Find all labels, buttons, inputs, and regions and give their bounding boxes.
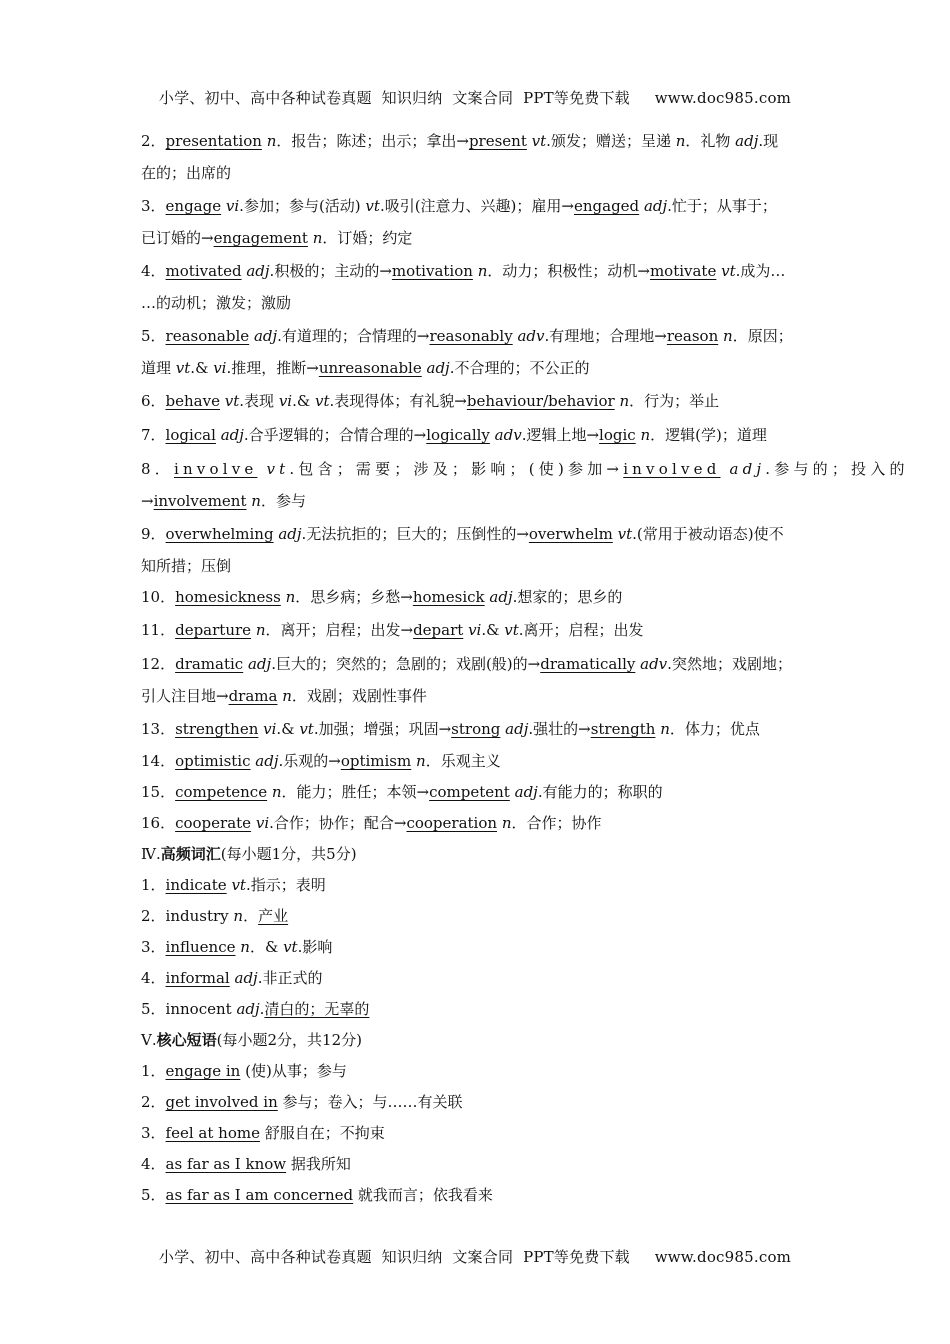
text-span: → [141, 492, 154, 510]
text-span: (每小题1分，共5分) [220, 845, 357, 863]
text-line [141, 384, 813, 418]
text-span: 知所措；压倒 [141, 557, 232, 575]
text-line [141, 870, 813, 901]
text-span: adj [505, 720, 529, 738]
text-span: .现 [758, 132, 779, 150]
text-span: .不合理的；不公正的 [449, 359, 590, 377]
answer-term: cooperation [406, 814, 498, 832]
answer-term: informal [165, 969, 230, 987]
text-line [141, 1118, 813, 1149]
text-span: .合作；协作；配合→ [269, 814, 407, 832]
page-footer: 小学、初中、高中各种试卷真题 知识归纳 文案合同 PPT等免费下载 www.doc985.com [158, 1248, 792, 1266]
text-span: vi [278, 392, 293, 410]
text-span: 3． [141, 197, 166, 215]
answer-term: overwhelm [528, 525, 613, 543]
answer-term: engage [165, 197, 222, 215]
text-span: ．报告；陈述；出示；拿出→ [276, 132, 469, 150]
text-line [141, 551, 813, 582]
answer-term: competence [175, 783, 268, 801]
text-span: .乐观的→ [278, 752, 341, 770]
answer-term: presentation [165, 132, 262, 150]
text-span: adj [278, 525, 302, 543]
answer-term: feel at home [165, 1124, 260, 1142]
text-span: vt [283, 938, 298, 956]
text-span: adj [426, 359, 450, 377]
answer-term: unreasonable [318, 359, 422, 377]
text-span: .突然地；戏剧地； [667, 655, 792, 673]
text-span: ．礼物 [685, 132, 736, 150]
answer-term: homesick [412, 588, 485, 606]
answer-term: optimism [340, 752, 412, 770]
text-span: .有能力的；称职的 [537, 783, 663, 801]
text-span: .& [481, 621, 505, 639]
text-span: 1． [141, 876, 166, 894]
text-span: ．& [249, 938, 284, 956]
answer-term: competent [429, 783, 510, 801]
text-span: vi [263, 720, 277, 738]
text-span: 16． [141, 814, 176, 832]
text-span: .(常用于被动语态)使不 [632, 525, 784, 543]
answer-term: involvement [153, 492, 247, 510]
answer-term: logical [165, 426, 216, 444]
text-span: 11． [141, 621, 176, 639]
text-span: .强壮的→ [528, 720, 591, 738]
text-span: n [312, 229, 323, 247]
section-heading: 核心短语 [156, 1031, 217, 1049]
answer-term: logic [599, 426, 636, 444]
text-span: 4． [141, 969, 166, 987]
text-line [141, 746, 813, 777]
text-span: .加强；增强；巩固→ [313, 720, 452, 738]
text-span: .无法抗拒的；巨大的；压倒性的→ [301, 525, 529, 543]
text-line [141, 647, 813, 681]
text-line [141, 712, 813, 746]
answer-term: involved [623, 460, 721, 478]
text-span: adj [514, 783, 538, 801]
text-span: 就我而言；依我看来 [353, 1186, 493, 1204]
answer-term: motivate [649, 262, 717, 280]
text-span: .& [190, 359, 214, 377]
text-line [141, 808, 813, 839]
text-span: .指示；表明 [245, 876, 326, 894]
text-span: .推理，推断→ [226, 359, 319, 377]
answer-term: 产业 [258, 907, 289, 925]
text-span: 据我所知 [286, 1155, 351, 1173]
text-span: 舒服自在；不拘束 [259, 1124, 385, 1142]
text-span: .离开；启程；出发 [518, 621, 644, 639]
answer-term: strong [451, 720, 501, 738]
text-span: ．逻辑(学)；道理 [650, 426, 767, 444]
text-span: adv [494, 426, 522, 444]
text-line [141, 452, 909, 486]
text-line [141, 901, 813, 932]
answer-term: behave [165, 392, 220, 410]
answer-term: strength [590, 720, 656, 738]
text-span: 5．innocent [141, 1000, 237, 1018]
text-span: ．乐观主义 [425, 752, 501, 770]
text-span: .参加；参与(活动) [239, 197, 366, 215]
answer-term: dramatically [540, 655, 636, 673]
text-span: vt [365, 197, 380, 215]
text-span: adj [643, 197, 668, 215]
text-span: .颁发；赠送；呈递 [546, 132, 676, 150]
text-span: adj [489, 588, 513, 606]
text-span: n [619, 392, 630, 410]
answer-term: engage in [165, 1062, 241, 1080]
text-span: adj [236, 1000, 260, 1018]
answer-term: reasonably [429, 327, 513, 345]
text-span: adj [234, 969, 258, 987]
text-span: n [285, 588, 296, 606]
text-line [141, 353, 813, 384]
text-line [141, 1025, 813, 1056]
text-span: n [233, 907, 244, 925]
text-span: .有道理的；合情理的→ [277, 327, 430, 345]
answer-term: indicate [165, 876, 227, 894]
section-heading: 高频词汇 [160, 845, 221, 863]
text-line [141, 1149, 813, 1180]
answer-term: departure [175, 621, 252, 639]
text-line [141, 994, 813, 1025]
text-span: n [255, 621, 266, 639]
answer-term: reason [666, 327, 719, 345]
text-span: 7． [141, 426, 166, 444]
text-line [141, 223, 813, 254]
text-span: (使)从事；参与 [240, 1062, 347, 1080]
text-span: 引人注目地→ [141, 687, 229, 705]
text-span: 9． [141, 525, 166, 543]
text-span: 2． [141, 1093, 166, 1111]
answer-term: overwhelming [165, 525, 274, 543]
page-header: 小学、初中、高中各种试卷真题 知识归纳 文案合同 PPT等免费下载 www.doc985.com [158, 89, 792, 107]
text-span: n [501, 814, 512, 832]
text-span: vt [504, 621, 519, 639]
answer-term: drama [228, 687, 278, 705]
text-span: (每小题2分，共12分) [216, 1031, 362, 1049]
text-span: .巨大的；突然的；急剧的；戏剧(般)的→ [271, 655, 541, 673]
text-span: vt [175, 359, 191, 377]
text-span: 6． [141, 392, 166, 410]
text-span: .成为… [735, 262, 786, 280]
text-span: adj [729, 460, 766, 478]
text-span: 5． [141, 327, 166, 345]
text-span: adj [253, 327, 278, 345]
text-span: 已订婚的→ [141, 229, 214, 247]
text-span: n [723, 327, 733, 345]
answer-term: as far as I know [165, 1155, 287, 1173]
answer-term: dramatic [175, 655, 244, 673]
text-line [141, 418, 813, 452]
text-span: ．体力；优点 [669, 720, 760, 738]
text-span: adv [517, 327, 545, 345]
answer-term: influence [165, 938, 236, 956]
text-span: adj [247, 655, 272, 673]
text-line [141, 486, 813, 517]
text-span: 1． [141, 1062, 166, 1080]
text-span: 参与；卷入；与……有关联 [277, 1093, 463, 1111]
answer-term: as far as I am concerned [165, 1186, 354, 1204]
text-span: .忙于；从事于； [667, 197, 777, 215]
text-span: n [240, 938, 250, 956]
answer-term: engagement [213, 229, 308, 247]
text-span: .影响 [297, 938, 333, 956]
answer-term: reasonable [165, 327, 250, 345]
text-span: vt [299, 720, 314, 738]
text-span: n [640, 426, 651, 444]
text-span: vi [225, 197, 240, 215]
text-span: ．订婚；约定 [322, 229, 413, 247]
text-span: .表现 [239, 392, 279, 410]
text-span: adj [735, 132, 759, 150]
text-span: .参与的；投入的 [765, 460, 909, 478]
text-line [141, 932, 813, 963]
text-span: adj [255, 752, 279, 770]
text-span: adj [220, 426, 244, 444]
text-span: adj [246, 262, 270, 280]
answer-term: engaged [573, 197, 640, 215]
text-span: vi [468, 621, 482, 639]
text-span: vi [255, 814, 270, 832]
text-span: 4． [141, 262, 166, 280]
text-span: Ⅳ. [141, 845, 161, 863]
text-span: n [282, 687, 292, 705]
text-span: ．能力；胜任；本领→ [281, 783, 430, 801]
text-span: ．思乡病；乡愁→ [295, 588, 413, 606]
text-span: ．参与 [260, 492, 306, 510]
text-span: adv [640, 655, 668, 673]
text-span: .逻辑上地→ [521, 426, 600, 444]
text-span: ． [243, 907, 259, 925]
text-span: n [477, 262, 488, 280]
text-span: 2． [141, 132, 166, 150]
text-span: 10． [141, 588, 176, 606]
text-span: .非正式的 [257, 969, 323, 987]
text-span: 14． [141, 752, 176, 770]
text-span: vt [315, 392, 330, 410]
text-span: .包含；需要；涉及；影响；(使)参加→ [289, 460, 624, 478]
text-span: vi [213, 359, 227, 377]
answer-term: strengthen [175, 720, 259, 738]
text-span: n [675, 132, 686, 150]
text-span: 道理 [141, 359, 176, 377]
text-span: vt [617, 525, 633, 543]
answer-term: homesickness [175, 588, 281, 606]
text-span: …的动机；激发；激励 [141, 294, 292, 312]
answer-term: present [468, 132, 527, 150]
text-span: vt [224, 392, 240, 410]
text-span: 3． [141, 938, 166, 956]
text-span: .& [292, 392, 315, 410]
text-line [141, 582, 813, 613]
text-line [141, 839, 813, 870]
text-line [141, 777, 813, 808]
text-line [141, 1087, 813, 1118]
answer-term: 清白的；无辜的 [264, 1000, 370, 1018]
text-line [141, 1180, 813, 1211]
text-span: .合乎逻辑的；合情合理的→ [243, 426, 427, 444]
answer-term: cooperate [175, 814, 252, 832]
text-line [141, 963, 813, 994]
text-span: n [416, 752, 426, 770]
text-span: ．行为；举止 [629, 392, 720, 410]
text-span: 12． [141, 655, 176, 673]
text-line [141, 319, 813, 353]
text-span: .有理地；合理地→ [544, 327, 667, 345]
text-span: n [266, 132, 277, 150]
text-span: ．动力；积极性；动机→ [487, 262, 650, 280]
text-span: Ⅴ. [141, 1031, 157, 1049]
text-span: 在的；出席的 [141, 164, 232, 182]
text-span: .积极的；主动的→ [269, 262, 392, 280]
answer-term: involve [173, 460, 258, 478]
answer-term: behaviour/behavior [466, 392, 615, 410]
text-span: vt [266, 460, 290, 478]
answer-term: depart [413, 621, 464, 639]
text-line [141, 681, 813, 712]
text-span: .表现得体；有礼貌→ [329, 392, 467, 410]
text-span: 15． [141, 783, 176, 801]
text-span: .想家的；思乡的 [512, 588, 623, 606]
text-span: 4． [141, 1155, 166, 1173]
text-line [141, 1056, 813, 1087]
vocabulary-list [141, 124, 909, 1211]
answer-term: optimistic [175, 752, 251, 770]
text-span: vt [721, 262, 736, 280]
text-span: 8． [141, 460, 174, 478]
text-span: .& [276, 720, 300, 738]
text-span: ．合作；协作 [511, 814, 602, 832]
text-line [141, 254, 813, 288]
text-span: 5． [141, 1186, 166, 1204]
answer-term: get involved in [165, 1093, 278, 1111]
text-span: 2．industry [141, 907, 234, 925]
text-span: 13． [141, 720, 176, 738]
answer-term: motivation [391, 262, 473, 280]
text-span: n [251, 492, 261, 510]
answer-term: logically [426, 426, 490, 444]
text-span: n [271, 783, 282, 801]
text-line [141, 517, 813, 551]
text-line [141, 613, 813, 647]
answer-term: motivated [165, 262, 242, 280]
text-span: n [660, 720, 670, 738]
text-line [141, 189, 813, 223]
text-span: vt [231, 876, 246, 894]
text-span: . [259, 1000, 265, 1018]
text-span: ．原因； [732, 327, 793, 345]
text-line [141, 288, 813, 319]
text-line [141, 124, 813, 158]
text-span: ．戏剧；戏剧性事件 [291, 687, 427, 705]
text-span: 3． [141, 1124, 166, 1142]
text-span: .吸引(注意力、兴趣)；雇用→ [379, 197, 574, 215]
text-span: ．离开；启程；出发→ [265, 621, 414, 639]
text-span: vt [531, 132, 547, 150]
text-line [141, 158, 813, 189]
